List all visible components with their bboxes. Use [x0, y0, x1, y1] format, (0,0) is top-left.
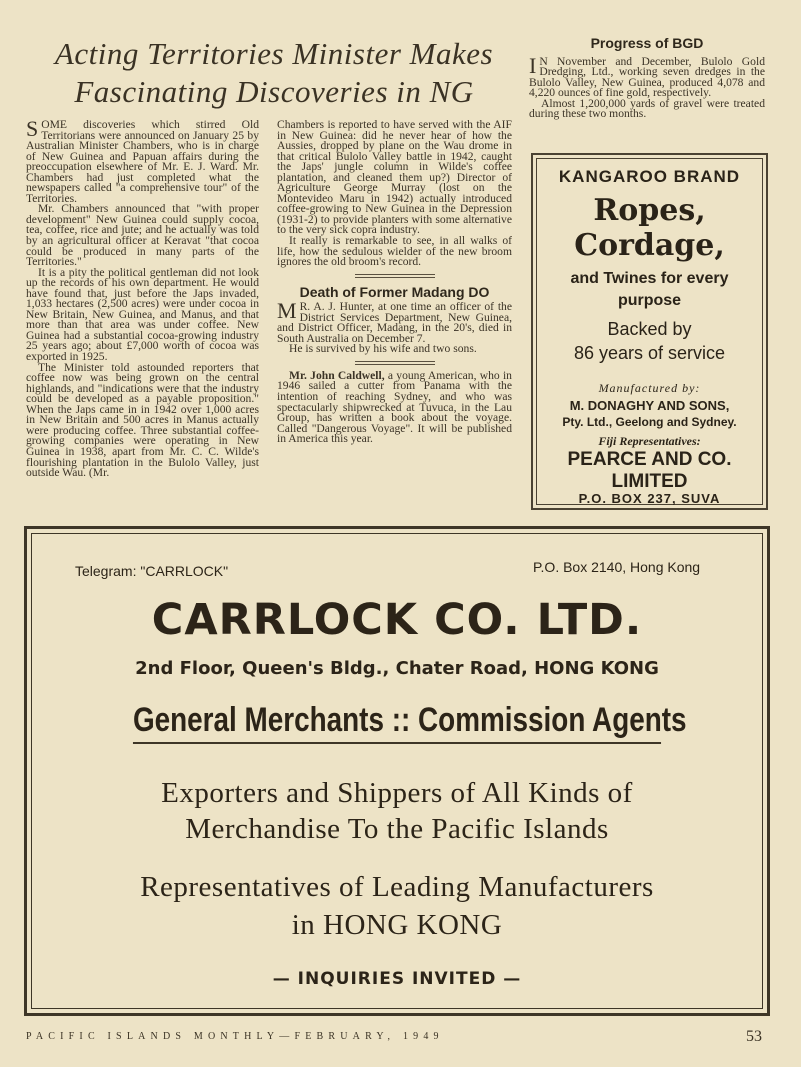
ad-fiji-label: Fiji Representatives:	[598, 434, 701, 448]
ad-representatives-line-1: Representatives of Leading Manufacturers	[140, 871, 654, 903]
article-column-3	[529, 35, 765, 121]
ad-representatives-line-2: in HONG KONG	[291, 909, 503, 941]
headline-line-2: Fascinating Discoveries in NG	[74, 74, 474, 109]
headline-line-1: Acting Territories Minister Makes	[54, 36, 494, 71]
ad-rep-3: P.O. BOX 237, SUVA	[578, 491, 721, 506]
caldwell-lead: Mr. John Caldwell,	[289, 368, 385, 382]
death-article-title: Death of Former Madang DO	[299, 283, 490, 300]
ad-manufactured-label: Manufactured by:	[598, 381, 701, 395]
drop-cap: I	[529, 52, 537, 78]
divider	[355, 361, 435, 365]
article-paragraph: Mr. John Caldwell, a young American, who in 1946 sailed a cutter from Panama with the intention of reaching Sydney, and who was spectacularly shipwrecked at Tuvuca, in the Lau Group, has written a book about the voyage. Called "Dangerous Voyage". It will be published in America this year.	[277, 368, 512, 446]
article-paragraph: It really is remarkable to see, in all walks of life, how the sedulous wielder of the new broom ignores the old broom's record.	[277, 234, 512, 269]
ad-company-name: CARRLOCK CO. LTD.	[151, 595, 643, 645]
ad-exporters-line-1: Exporters and Shippers of All Kinds of	[161, 777, 633, 809]
article-paragraph: It is a pity the political gentleman did not look up the records of his own department. He would have found that, just before the Japs invaded, 1,033 hectares (2,500 acres) were under cocoa in New Britain, New Guinea, and Manus, and that more than that area was under coffee. New Guinea had a substantial cocoa-growing industry 25 years ago; about £7,000 worth of cocoa was exported in 1925.	[26, 265, 259, 364]
article-paragraph: Almost 1,200,000 yards of gravel were treated during these two months.	[529, 96, 765, 121]
ad-brand: KANGAROO BRAND	[558, 167, 741, 186]
page-number: 53	[746, 1028, 762, 1045]
ad-product-twines: and Twines for every	[570, 270, 729, 287]
article-paragraph: SOME discoveries which stirred Old Territorians were announced on January 25 by Australian Minister Chambers, who is in charge of New Guinea and Papuan affairs during the preoccupation elsewhere of Mr. E. J. Ward. Mr. Chambers had just completed what the newspapers called "a comprehensive tour" of the Territories.	[26, 116, 259, 205]
ad-address: 2nd Floor, Queen's Bldg., Chater Road, HONG KONG	[135, 658, 659, 679]
ad-maker-1: M. DONAGHY AND SONS,	[569, 398, 730, 413]
ad-inquiries: — INQUIRIES INVITED —	[272, 969, 522, 989]
drop-cap: S	[26, 116, 39, 141]
ad-rep-2: LIMITED	[611, 471, 688, 492]
article-paragraph: Mr. Chambers announced that "with proper development" New Guinea could supply cocoa, tea, coffee, rice and jute; and he actually was told by an agricultural officer at Keravat "that cocoa could be produced in many parts of the Territories."	[26, 202, 259, 269]
divider	[355, 274, 435, 278]
ad-maker-2: Pty. Ltd., Geelong and Sydney.	[562, 415, 737, 429]
article-paragraph: The Minister told astounded reporters that coffee now was being grown on the central highlands, and "indications were that the industry could be developed as a payable proposition." When the Japs came in in 1942 over 1,000 acres in New Britain and 500 acres in Manus actually were producing coffee. Three substantial coffee-growing companies were operating in New Guinea in 1938, apart from Mr. C. C. Wilde's flourishing plantation in the Bulolo Valley, just outside Wau. (Mr.	[26, 360, 259, 480]
ad-po-box: P.O. Box 2140, Hong Kong	[533, 559, 701, 575]
ad-telegram: Telegram: "CARRLOCK"	[75, 563, 229, 579]
article-paragraph: M R. A. J. Hunter, at one time an officer of the District Services Department, New Guinea, and District Officer, Madang, in the 20's, died in South Australia on December 7.	[277, 298, 512, 345]
article-column-1	[26, 116, 259, 480]
ad-services: General Merchants :: Commission Agents	[133, 701, 661, 744]
kangaroo-brand-advertisement	[531, 153, 768, 510]
ad-product-cordage: Cordage,	[574, 228, 725, 263]
ad-product-ropes: Ropes,	[593, 193, 706, 228]
ad-backed-by: Backed by	[607, 319, 692, 339]
ad-rep-1: PEARCE AND CO.	[567, 449, 732, 470]
article-column-2	[277, 120, 512, 445]
article-paragraph: Chambers is reported to have served with the AIF in New Guinea: did he never hear of how the Aussies, dropped by plane on the Wau drome in that critical Bulolo Valley battle in 1942, caught the Japs' jungle column in Wilde's coffee plantation, and cleaned them up?) Director of Agriculture George Murray (lost on the Montevideo Maru in 1942) actually introduced coffee-growing to New Guinea in the Depression (1931-2) to provide planters with some alternative to the very sick copra industry.	[277, 118, 512, 237]
drop-cap: M	[277, 298, 297, 324]
progress-article-title: Progress of BGD	[590, 35, 704, 51]
article-paragraph: He is survived by his wife and two sons.	[289, 342, 477, 356]
ad-exporters-line-2: Merchandise To the Pacific Islands	[185, 813, 609, 845]
article-paragraph: I N November and December, Bulolo Gold Dredging, Ltd., working seven dredges in the Bulolo Valley, New Guinea, produced 4,078 and 4,220 ounces of fine gold, respectively.	[529, 52, 765, 100]
ad-years-service: 86 years of service	[573, 343, 726, 363]
footer-publication: PACIFIC ISLANDS MONTHLY—FEBRUARY, 1949	[26, 1031, 444, 1042]
ad-product-purpose: purpose	[617, 292, 682, 309]
carrlock-advertisement	[24, 526, 770, 1016]
